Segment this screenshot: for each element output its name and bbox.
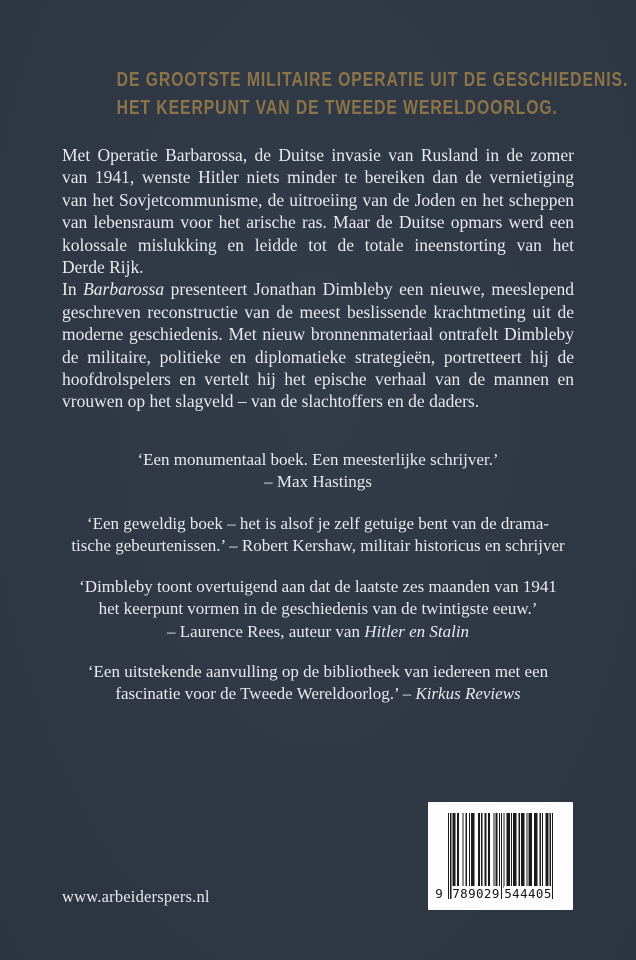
quote-attribution: – Max Hastings xyxy=(264,472,372,492)
synopsis-text: In xyxy=(62,279,84,300)
quote-line: ‘Dimbleby toont overtuigend aan dat de laatste zes maanden van 1941 xyxy=(79,577,557,596)
quote-text: fascinatie voor de Tweede Wereldoorlog.’ – xyxy=(115,684,416,704)
quote-max-hastings xyxy=(0,449,636,494)
synopsis-line xyxy=(62,278,574,300)
quote-line: ‘Een monumentaal boek. Een meesterlijke schrijver.’ xyxy=(137,450,499,469)
quote-kirkus-reviews xyxy=(0,661,636,706)
synopsis-line: kolossale mislukking en leidde tot de totale ineenstorting van het xyxy=(62,234,574,255)
synopsis-line: de militaire, politieke en diplomatieke strategieën, portretteert hij de xyxy=(62,346,574,367)
barcode-digit-first: 9 xyxy=(435,886,443,901)
synopsis-line: Met Operatie Barbarossa, de Duitse invasie van Rusland in de zomer xyxy=(62,145,574,165)
synopsis-line: vrouwen op het slagveld – van de slachtoffers en de daders. xyxy=(62,391,480,412)
barcode-digits-right: 544405 xyxy=(504,886,552,901)
quote-text: – Laurence Rees, auteur van xyxy=(166,621,365,641)
synopsis-line: van het Sovjetcommunisme, de uitroeiing van de Joden en het scheppen xyxy=(62,189,574,210)
synopsis-line: hoofdrolspelers en vertelt hij het epische verhaal van de mannen en xyxy=(62,369,574,390)
tagline xyxy=(62,66,629,122)
synopsis-line: geschreven reconstructie van de meest beslissende krachtmeting uit de xyxy=(62,301,574,322)
publisher-website-url: www.arbeiderspers.nl xyxy=(62,887,210,906)
cited-source-italic: Kirkus Reviews xyxy=(415,684,521,704)
quote-attribution xyxy=(0,621,636,643)
quote-line: ‘Een geweldig boek – het is alsof je zelf getuige bent van de drama- xyxy=(86,514,550,533)
quote-laurence-rees xyxy=(0,576,636,643)
tagline-line-1: DE GROOTSTE MILITAIRE OPERATIE UIT DE GESCHIEDENIS. xyxy=(116,69,629,91)
quote-robert-kershaw xyxy=(0,513,636,558)
barcode-digits-left: 789029 xyxy=(452,886,500,901)
synopsis xyxy=(62,144,574,413)
book-title-italic: Barbarossa xyxy=(83,279,165,300)
synopsis-line: van 1941, wenste Hitler niets minder te bereiken dan de vernietiging xyxy=(62,167,574,188)
quote-line: tische gebeurtenissen.’ – Robert Kershaw, militair historicus en schrijver xyxy=(71,536,565,556)
synopsis-text: presenteert Jonathan Dimbleby een nieuwe, meeslepend xyxy=(164,279,574,300)
quote-attribution xyxy=(0,683,636,705)
tagline-line-2: HET KEERPUNT VAN DE TWEEDE WERELDOORLOG. xyxy=(116,97,558,119)
synopsis-line: Derde Rijk. xyxy=(62,257,144,278)
cited-title-italic: Hitler en Stalin xyxy=(364,621,470,641)
quote-line: het keerpunt vormen in de geschiedenis van de twintigste eeuw.’ xyxy=(98,599,538,619)
synopsis-line: moderne geschiedenis. Met nieuw bronnenmateriaal ontrafelt Dimbleby xyxy=(62,324,574,345)
barcode xyxy=(428,802,573,910)
synopsis-line: van lebensraum voor het arische ras. Maar de Duitse opmars werd een xyxy=(62,212,574,233)
quote-line: ‘Een uitstekende aanvulling op de bibliotheek van iedereen met een xyxy=(87,662,549,681)
